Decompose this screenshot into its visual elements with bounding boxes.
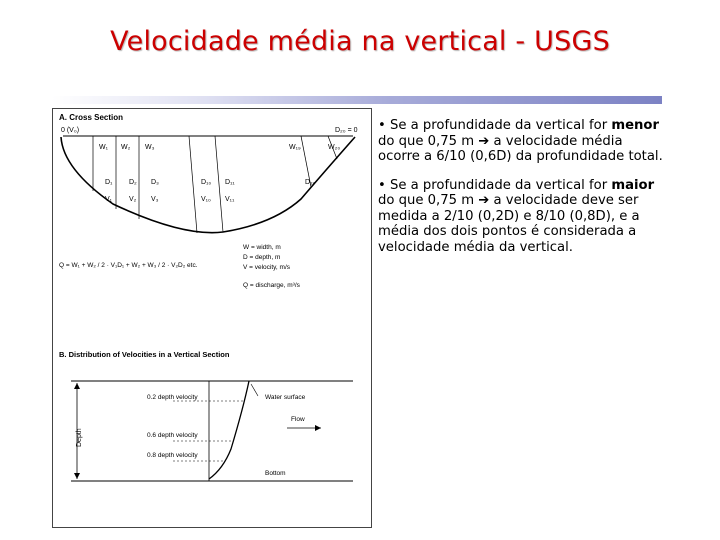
legend-velocity: V = velocity, m/s <box>243 264 291 271</box>
depth-arrow-down-icon <box>74 473 80 479</box>
velocity-label-3: V₃ <box>151 196 159 203</box>
bullet-2-post: do que 0,75 m ➔ a velocidade deve ser medida a 2/10 (0,2D) e 8/10 (0,8D), e a média dos dois pontos é considerada a velocidade média da vertical. <box>378 193 640 255</box>
vertical-10 <box>189 136 197 233</box>
bullet-1-post: do que 0,75 m ➔ a velocidade média ocorre a 6/10 (0,6D) da profundidade total. <box>378 133 663 164</box>
velocity-label-11: V₁₁ <box>225 196 235 203</box>
legend-discharge: Q = discharge, m³/s <box>243 282 300 289</box>
figure-svg <box>53 109 371 527</box>
velocity-label-1: V₁ <box>105 196 113 203</box>
depth-06-label: 0.6 depth velocity <box>147 432 198 439</box>
width-label-20: W₂₀ <box>328 144 341 151</box>
section-b-heading: B. Distribution of Velocities in a Vertical Section <box>59 350 230 359</box>
title-underline-bar <box>52 96 662 104</box>
width-label-3: W₃ <box>145 144 155 151</box>
depth-label-1: D₁ <box>105 179 113 186</box>
width-label-1: W₁ <box>99 144 108 151</box>
depth-axis-label: Depth <box>76 428 83 447</box>
depth-label-11: D₁₁ <box>225 179 235 186</box>
width-label-19: W₁₉ <box>289 144 301 151</box>
depth-label-3: D₃ <box>151 179 159 186</box>
depth-02-label: 0.2 depth velocity <box>147 394 198 401</box>
velocity-label-2: V₂ <box>129 196 137 203</box>
vertical-11 <box>215 136 223 232</box>
bullet-1-pre: • Se a profundidade da vertical for <box>378 118 612 133</box>
bullet-1 <box>378 118 668 165</box>
discharge-equation: Q = W₁ + W₂ / 2 · V₁D₁ + W₂ + W₃ / 2 · V₂D₂ etc. <box>59 262 198 269</box>
bullet-text <box>378 118 668 268</box>
depth-08-label: 0.8 depth velocity <box>147 452 198 459</box>
width-label-2: W₂ <box>121 144 131 151</box>
flow-label: Flow <box>291 416 305 423</box>
bullet-2-bold: maior <box>611 177 655 193</box>
section-a-heading: A. Cross Section <box>59 113 124 122</box>
water-surface-label: Water surface <box>265 394 306 401</box>
velocity-label-10: V₁₀ <box>201 196 211 203</box>
slide-title: Velocidade média na vertical - USGS <box>110 26 610 57</box>
depth-label-10: D₁₀ <box>201 179 212 186</box>
bullet-2-pre: • Se a profundidade da vertical for <box>378 177 612 193</box>
depth-label-2: D₂ <box>129 179 137 186</box>
legend-depth: D = depth, m <box>243 254 281 261</box>
bottom-label: Bottom <box>265 470 286 477</box>
depth-label-19: D₁₉ <box>305 179 316 186</box>
left-bank-label: 0 (V₀) <box>61 127 80 134</box>
depth-arrow-up-icon <box>74 383 80 389</box>
water-surface-leader <box>251 384 258 396</box>
right-bank-label: D₂₀ = 0 <box>335 127 358 134</box>
flow-arrow-icon <box>315 425 321 431</box>
bullet-1-bold: menor <box>611 118 659 133</box>
velocity-profile-curve <box>209 381 249 479</box>
usgs-figure <box>52 108 372 528</box>
bullet-2 <box>378 178 668 256</box>
legend-width: W = width, m <box>243 244 281 251</box>
